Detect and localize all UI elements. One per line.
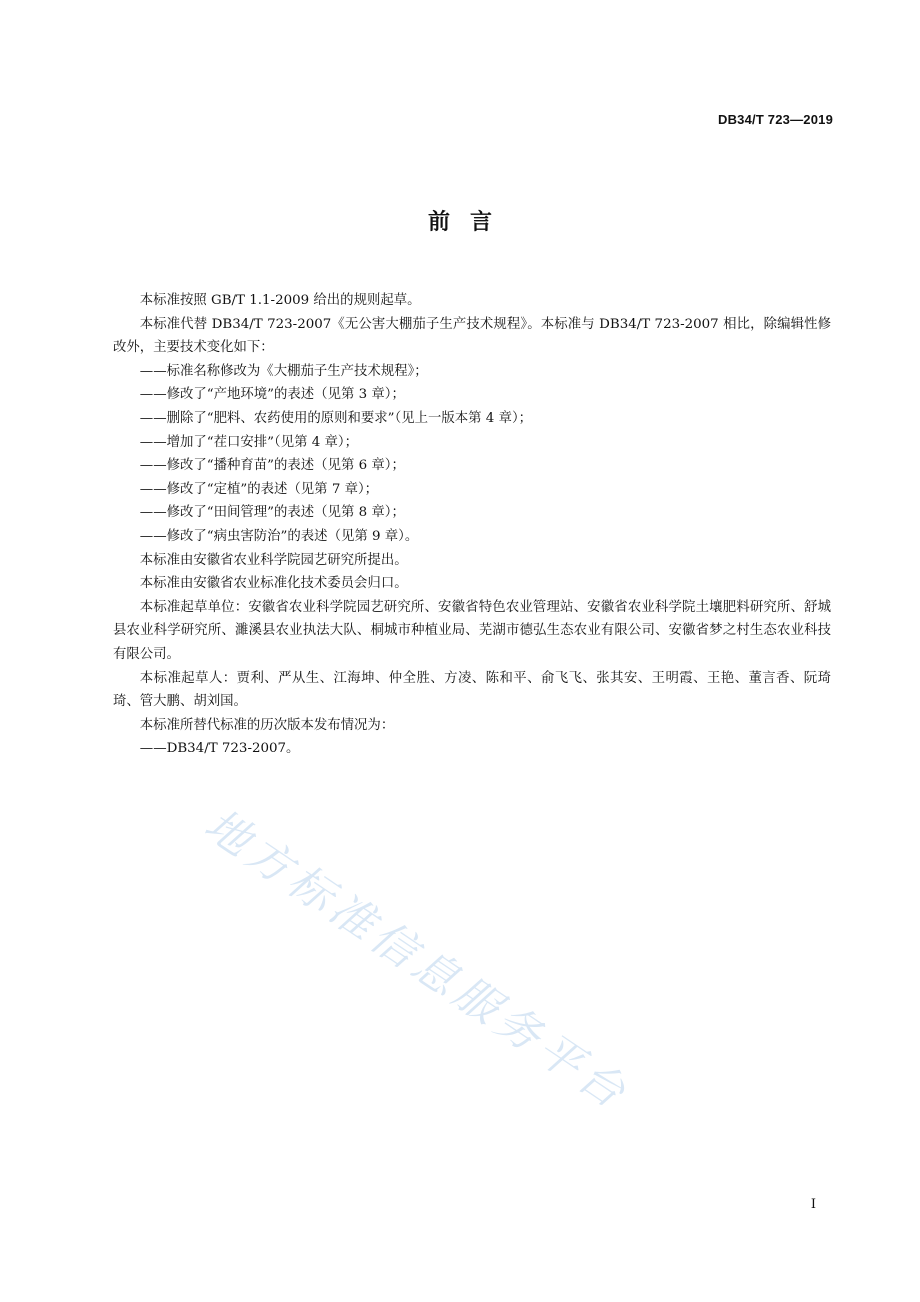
change-item: ——修改了“田间管理”的表述（见第 8 章）； [139, 505, 405, 521]
foreword-body [113, 289, 831, 761]
drafters-paragraph: 本标准起草人：贾利、严从生、江海坤、仲全胜、方凌、陈和平、俞飞飞、张其安、王明霞、王艳、董言香、阮琦琦、管大鹏、胡刘国。 [113, 670, 831, 710]
change-item: ——标准名称修改为《大棚茄子生产技术规程》； [139, 363, 428, 379]
change-item: ——删除了“肥料、农药使用的原则和要求”（见上一版本第 4 章）； [139, 410, 533, 426]
document-code: DB34/T 723—2019 [717, 112, 833, 127]
change-item: ——修改了“播种育苗”的表述（见第 6 章）； [139, 458, 405, 474]
watermark: 地方标准信息服务平台 [195, 799, 639, 1121]
history-item: ——DB34/T 723-2007。 [139, 741, 300, 757]
change-item: ——增加了“茬口安排”（见第 4 章）； [139, 434, 358, 450]
page-number: I [810, 1197, 816, 1212]
change-item: ——修改了“病虫害防治”的表述（见第 9 章）。 [139, 528, 419, 544]
change-item: ——修改了“产地环境”的表述（见第 3 章）； [139, 387, 405, 403]
proposer-paragraph: 本标准由安徽省农业科学院园艺研究所提出。 [139, 552, 408, 568]
committee-paragraph: 本标准由安徽省农业标准化技术委员会归口。 [139, 576, 408, 592]
change-item: ——修改了“定植”的表述（见第 7 章）； [139, 481, 379, 497]
drafting-rule-paragraph: 本标准按照 GB/T 1.1-2009 给出的规则起草。 [139, 293, 421, 308]
history-intro-paragraph: 本标准所替代标准的历次版本发布情况为： [139, 717, 395, 733]
replacement-paragraph: 本标准代替 DB34/T 723-2007《无公害大棚茄子生产技术规程》。本标准与 DB34/T 723-2007 相比，除编辑性修改外，主要技术变化如下： [113, 316, 831, 356]
page-title: 前言 [427, 210, 512, 235]
drafting-units-paragraph: 本标准起草单位：安徽省农业科学院园艺研究所、安徽省特色农业管理站、安徽省农业科学院土壤肥料研究所、舒城县农业科学研究所、濉溪县农业执法大队、桐城市种植业局、芜湖市德弘生态农业有限公司、安徽省梦之村生态农业科技有限公司。 [113, 599, 831, 662]
